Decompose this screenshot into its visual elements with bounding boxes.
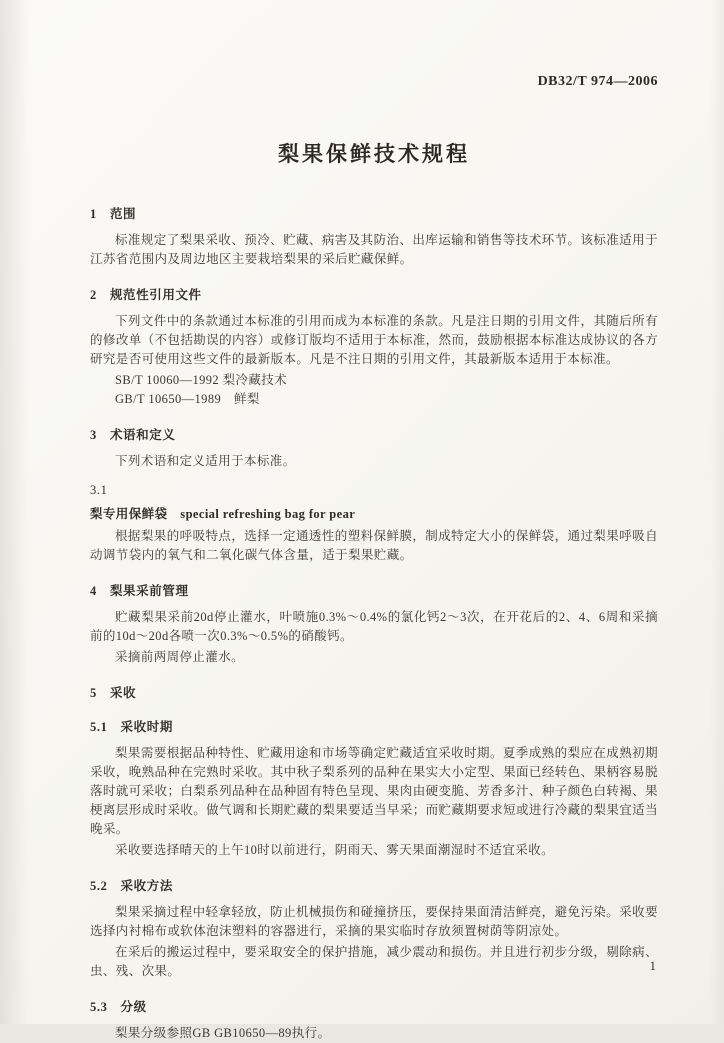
section-4-paragraph-2: 采摘前两周停止灌水。 (115, 650, 245, 664)
page-number: 1 (649, 958, 656, 973)
clause-5-2-paragraph-1: 梨果采摘过程中轻拿轻放，防止机械损伤和碰撞挤压，要保持果面清洁鲜亮，避免污染。采收要选择内衬棉布或软体泡沫塑料的容器进行，采摘的果实临时存放须置树荫等阴凉处。 (90, 905, 658, 938)
reference-sbt-10060: SB/T 10060—1992 梨冷藏技术 (115, 373, 288, 387)
section-5-heading: 5 采收 (90, 686, 137, 700)
clause-5-3-paragraph: 梨果分级参照GB GB10650—89执行。 (115, 1026, 331, 1040)
section-harvest (90, 683, 658, 1043)
section-3-heading: 3 术语和定义 (90, 428, 176, 442)
term-definition-title: 梨专用保鲜袋 special refreshing bag for pear (90, 507, 356, 521)
clause-3-1-number: 3.1 (90, 483, 108, 497)
clause-5-1-heading: 5.1 采收时期 (90, 720, 173, 734)
section-1-heading: 1 范围 (90, 207, 137, 221)
clause-5-2-paragraph-2: 在采后的搬运过程中，要采取安全的保护措施，减少震动和损伤。并且进行初步分级，剔除病、虫、残、次果。 (90, 945, 658, 978)
section-4-heading: 4 梨果采前管理 (90, 584, 189, 598)
section-terms-definitions (90, 425, 658, 565)
page-title: 梨果保鲜技术规程 (278, 142, 470, 166)
clause-5-1-paragraph-1: 梨果需要根据品种特性、贮藏用途和市场等确定贮藏适宜采收时期。夏季成熟的梨应在成熟初期采收，晚熟品种在完熟时采收。其中秋子梨系列的品种在果实大小定型、果面已经转色、果柄容易脱落时就可采收；白梨系列品种在品种固有特色呈现、果肉由硬变脆、芳香多汁、种子颜色白转褐、果梗离层形成时采收。做气调和长期贮藏的梨果要适当早采；而贮藏期要求短或进行冷藏的梨果宜适当晚采。 (90, 746, 658, 836)
section-1-paragraph: 标准规定了梨果采收、预冷、贮藏、病害及其防治、出库运输和销售等技术环节。该标准适用于江苏省范围内及周边地区主要栽培梨果的采后贮藏保鲜。 (90, 233, 658, 266)
section-2-heading: 2 规范性引用文件 (90, 288, 202, 302)
clause-5-3-heading: 5.3 分级 (90, 1000, 147, 1014)
clause-5-1-paragraph-2: 采收要选择晴天的上午10时以前进行，阴雨天、雾天果面潮湿时不适宜采收。 (115, 843, 555, 857)
doc-number: DB32/T 974—2006 (537, 74, 658, 89)
section-normative-references (90, 285, 658, 409)
section-2-paragraph: 下列文件中的条款通过本标准的引用而成为本标准的条款。凡是注日期的引用文件，其随后所有的修改单（不包括勘误的内容）或修订版均不适用于本标准，然而，鼓励根据本标准达成协议的各方研究是否可使用这些文件的最新版本。凡是不注日期的引用文件，其最新版本适用于本标准。 (90, 314, 658, 366)
section-scope (90, 204, 658, 269)
section-4-paragraph-1: 贮藏梨果采前20d停止灌水，叶喷施0.3%～0.4%的氯化钙2～3次，在开花后的2、4、6周和采摘前的10d～20d各喷一次0.3%～0.5%的硝酸钙。 (90, 610, 658, 643)
term-definition-body: 根据梨果的呼吸特点，选择一定通透性的塑料保鲜膜，制成特定大小的保鲜袋，通过梨果呼吸自动调节袋内的氧气和二氧化碳气体含量，适于梨果贮藏。 (90, 529, 658, 562)
section-preharvest-management (90, 581, 658, 667)
reference-gbt-10650: GB/T 10650—1989 鲜梨 (115, 392, 260, 406)
clause-5-2-heading: 5.2 采收方法 (90, 879, 173, 893)
section-3-paragraph: 下列术语和定义适用于本标准。 (115, 454, 296, 468)
